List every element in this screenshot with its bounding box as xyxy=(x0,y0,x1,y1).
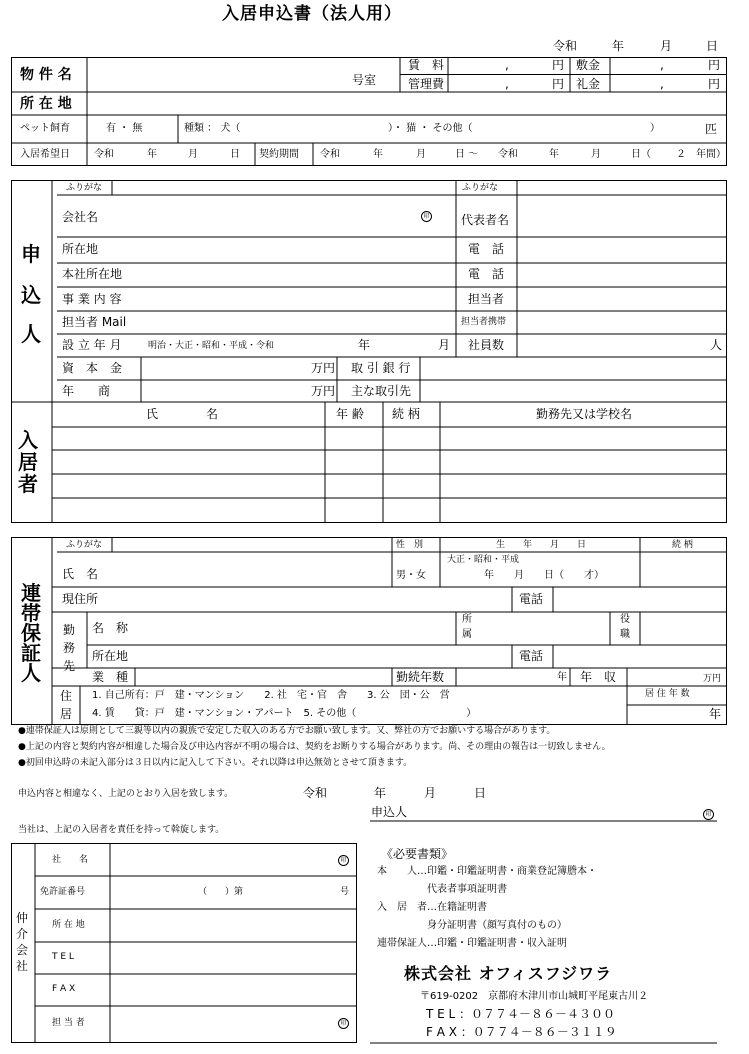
date-year: 年 xyxy=(612,39,625,53)
license-no-unit: 号 xyxy=(340,887,350,897)
guarantor-section-1: 連 xyxy=(21,581,41,605)
position-label-1: 役 xyxy=(620,614,630,625)
capital-label: 資 本 金 xyxy=(62,361,123,375)
note-2: ●上記の内容と契約内容が相違した場合及び申込内容が不明の場合は、契約をお断りする場合があります。尚、その理由の報告は一切致しません。 xyxy=(18,742,611,752)
furigana-label: ふりがな xyxy=(66,183,103,193)
tel-label-2: 電 話 xyxy=(468,267,505,281)
established-month: 月 xyxy=(438,338,451,352)
broker-declaration: 当社は、上記の入居者を責任を持って斡旋します。 xyxy=(18,825,225,835)
move-in-month: 月 xyxy=(188,149,198,160)
documents-line-3: 入 居 者…在籍証明書 xyxy=(377,902,487,913)
birth-label: 生 年 月 日 xyxy=(496,540,587,550)
declaration-month: 月 xyxy=(424,786,437,800)
contract-start-year: 年 xyxy=(373,149,383,160)
mgmt-yen: 円 xyxy=(552,77,565,91)
person-label: 担当者 xyxy=(468,292,505,306)
established-year: 年 xyxy=(358,338,371,352)
company-address: 〒619-0202 京都府木津川市山城町平尾東古川２ xyxy=(420,991,649,1002)
pet-type-cat: ）・ 猫 ・ その他（ xyxy=(388,123,473,134)
contract-end-year: 年 xyxy=(549,149,559,160)
broker-section-2: 介 xyxy=(16,927,29,941)
person-mobile-label: 担当者携帯 xyxy=(461,317,507,327)
contract-start-era: 令和 xyxy=(320,149,340,160)
position-label-2: 職 xyxy=(620,629,630,640)
guarantor-section-2: 帯 xyxy=(21,601,41,625)
company-fax: F A X ：０７７４－８６－３１１９ xyxy=(426,1025,617,1039)
dept-label-2: 属 xyxy=(462,629,472,640)
sales-unit: 万円 xyxy=(311,384,336,398)
residents-header-name: 氏 名 xyxy=(146,407,219,421)
company-label: 会社名 xyxy=(62,210,99,224)
pet-close: ） xyxy=(650,123,660,134)
contract-end-era: 令和 xyxy=(498,149,518,160)
declaration-year: 年 xyxy=(374,786,387,800)
residence-years-unit: 年 xyxy=(709,707,722,721)
pet-type-dog: 種類 ： 犬（ xyxy=(184,123,241,134)
rep-furigana-label: ふりがな xyxy=(462,183,499,193)
contract-years: ２ 年間） xyxy=(676,149,726,160)
birth-ymd: 年 月 日（ 才） xyxy=(484,570,604,581)
move-in-day: 日 xyxy=(230,149,240,160)
move-in-era: 令和 xyxy=(94,149,114,160)
work-section-3: 先 xyxy=(63,659,76,673)
contract-label: 契約期間 xyxy=(259,149,299,160)
guarantor-name-label: 氏 名 xyxy=(62,567,99,581)
documents-line-2: 代表者事項証明書 xyxy=(377,884,507,895)
license-label: 免許証番号 xyxy=(40,887,86,897)
contact-mail-label: 担当者 Mail xyxy=(62,315,127,329)
residents-section-1: 入 xyxy=(18,428,38,452)
move-in-year: 年 xyxy=(147,149,157,160)
applicant-address-label: 所在地 xyxy=(62,242,99,256)
rent-comma: , xyxy=(505,58,509,72)
industry-label: 業 種 xyxy=(92,670,129,684)
guarantor-section-3: 保 xyxy=(21,621,41,645)
income-unit: 万円 xyxy=(703,674,722,684)
work-tel-label: 電話 xyxy=(519,649,544,663)
bank-label: 取 引 銀 行 xyxy=(351,361,411,375)
guarantor-furigana: ふりがな xyxy=(66,540,103,550)
address-label: 所 在 地 xyxy=(20,96,72,112)
contract-end-day: 日（ xyxy=(631,149,651,160)
dept-label-1: 所 xyxy=(462,614,472,625)
move-in-label: 入居希望日 xyxy=(20,149,70,160)
key-comma: , xyxy=(660,77,664,91)
broker-tel-label: T E L xyxy=(52,952,74,962)
company-field[interactable] xyxy=(112,196,412,236)
contract-end-month: 月 xyxy=(591,149,601,160)
residents-header-work: 勤務先又は学校名 xyxy=(536,407,633,421)
seal-icon: 印 xyxy=(338,855,349,866)
note-1: ●連帯保証人は原則として三親等以内の親族で安定した収入のある方でお願い致します。又、弊社の方でお願いする場合があります。 xyxy=(18,726,556,736)
documents-line-1: 本 人…印鑑・印鑑証明書・商業登記簿謄本・ xyxy=(377,866,597,877)
applicant-section-3: 人 xyxy=(21,322,41,346)
broker-address-label: 所 在 地 xyxy=(52,920,85,930)
established-label: 設 立 年 月 xyxy=(62,338,122,352)
guarantor-section-5: 人 xyxy=(21,661,41,685)
date-day: 日 xyxy=(706,39,719,53)
deposit-label: 敷金 xyxy=(576,58,601,72)
guarantor-section-4: 証 xyxy=(21,641,41,665)
declaration-era: 令和 xyxy=(303,786,328,800)
applicant-section-1: 申 xyxy=(21,242,41,266)
business-label: 事 業 内 容 xyxy=(62,292,122,306)
broker-section-3: 会 xyxy=(16,943,29,957)
gender-label: 性 別 xyxy=(396,540,424,550)
room-unit: 号室 xyxy=(352,73,377,87)
seal-icon: 印 xyxy=(703,809,714,820)
rep-label: 代表者名 xyxy=(461,213,510,227)
work-section-2: 務 xyxy=(63,641,76,655)
company-name: 株式会社 オフィスフジワラ xyxy=(404,964,613,983)
pet-count-unit: 匹 xyxy=(705,122,718,136)
page-title: 入居申込書（法人用） xyxy=(222,4,402,24)
housing-label-1: 住 xyxy=(60,689,73,703)
company-tel: T E L ：０７７４－８６－４３００ xyxy=(426,1007,616,1021)
housing-options-1[interactable]: 1. 自己所有：戸 建・マンション 2. 社 宅・官 舎 3. 公 団・公 営 xyxy=(92,690,450,701)
housing-label-2: 居 xyxy=(60,707,73,721)
income-label: 年 収 xyxy=(580,670,617,684)
residents-section-3: 者 xyxy=(18,472,38,496)
tel-label-1: 電 話 xyxy=(468,242,505,256)
deposit-yen: 円 xyxy=(708,58,721,72)
established-eras[interactable]: 明治・大正・昭和・平成・令和 xyxy=(148,341,275,351)
seal-icon: 印 xyxy=(338,1018,349,1029)
license-fill: （ ）第 xyxy=(198,887,244,897)
property-name-field[interactable] xyxy=(88,58,378,91)
sales-label: 年 商 xyxy=(62,384,111,398)
partner-label: 主な取引先 xyxy=(351,384,412,398)
gender-options[interactable]: 男・女 xyxy=(396,570,426,581)
declaration-text: 申込内容と相違なく、上記のとおり入居を致します。 xyxy=(18,789,234,799)
employees-unit: 人 xyxy=(710,338,723,352)
applicant-sign-field[interactable] xyxy=(420,803,690,820)
rent-label: 賃 料 xyxy=(408,58,445,72)
work-name-label: 名 称 xyxy=(92,621,129,635)
housing-options-2[interactable]: 4. 賃 貸：戸 建・マンション・アパート 5. その他（ ） xyxy=(92,708,477,719)
mgmt-comma: , xyxy=(505,77,509,91)
key-yen: 円 xyxy=(708,77,721,91)
note-3: ●初回申込時の未記入部分は３日以内に記入して下さい。それ以降は申込無効とさせて頂きます。 xyxy=(18,758,413,768)
property-name-label: 物 件 名 xyxy=(20,67,72,83)
residents-header-relation: 続 柄 xyxy=(392,407,420,421)
hq-label: 本社所在地 xyxy=(62,267,123,281)
documents-heading: 《必要書類》 xyxy=(381,847,454,861)
broker-person-label: 担 当 者 xyxy=(52,1018,85,1028)
applicant-section-2: 込 xyxy=(21,283,41,307)
guarantor-address-label: 現住所 xyxy=(62,592,99,606)
documents-line-5: 連帯保証人…印鑑・印鑑証明書・収入証明 xyxy=(377,938,567,949)
applicant-sign-label: 申込人 xyxy=(371,805,408,819)
contract-start-day: 日 〜 xyxy=(455,149,479,160)
capital-unit: 万円 xyxy=(311,361,336,375)
contract-start-month: 月 xyxy=(416,149,426,160)
years-worked-label: 勤続年数 xyxy=(396,670,445,684)
years-worked-unit: 年 xyxy=(557,672,567,683)
key-money-label: 礼金 xyxy=(576,77,601,91)
pet-label: ペット飼育 xyxy=(20,123,70,134)
guarantor-relation-label: 続 柄 xyxy=(672,540,693,550)
work-address-label: 所在地 xyxy=(92,649,129,663)
property-address-field[interactable] xyxy=(88,93,726,114)
rent-yen: 円 xyxy=(552,58,565,72)
broker-company-label: 社 名 xyxy=(52,855,89,865)
seal-icon: 印 xyxy=(421,211,432,222)
date-month: 月 xyxy=(660,39,673,53)
residents-section-2: 居 xyxy=(18,450,38,474)
declaration-day: 日 xyxy=(474,786,487,800)
birth-eras[interactable]: 大正・昭和・平成 xyxy=(447,555,520,565)
broker-section-1: 仲 xyxy=(16,911,29,925)
date-era: 令和 xyxy=(553,39,578,53)
employees-label: 社員数 xyxy=(468,338,505,352)
deposit-comma: , xyxy=(660,58,664,72)
guarantor-tel-label: 電話 xyxy=(519,592,544,606)
mgmt-label: 管理費 xyxy=(408,77,445,91)
broker-fax-label: F A X xyxy=(52,984,76,994)
work-section-1: 勤 xyxy=(63,623,76,637)
documents-line-4: 身分証明書（顔写真付のもの） xyxy=(377,920,567,931)
residence-years-label: 居 住 年 数 xyxy=(645,689,690,699)
broker-section-4: 社 xyxy=(16,959,29,973)
residents-header-age: 年 齢 xyxy=(336,407,364,421)
pet-yes-no[interactable]: 有 ・ 無 xyxy=(106,123,143,134)
